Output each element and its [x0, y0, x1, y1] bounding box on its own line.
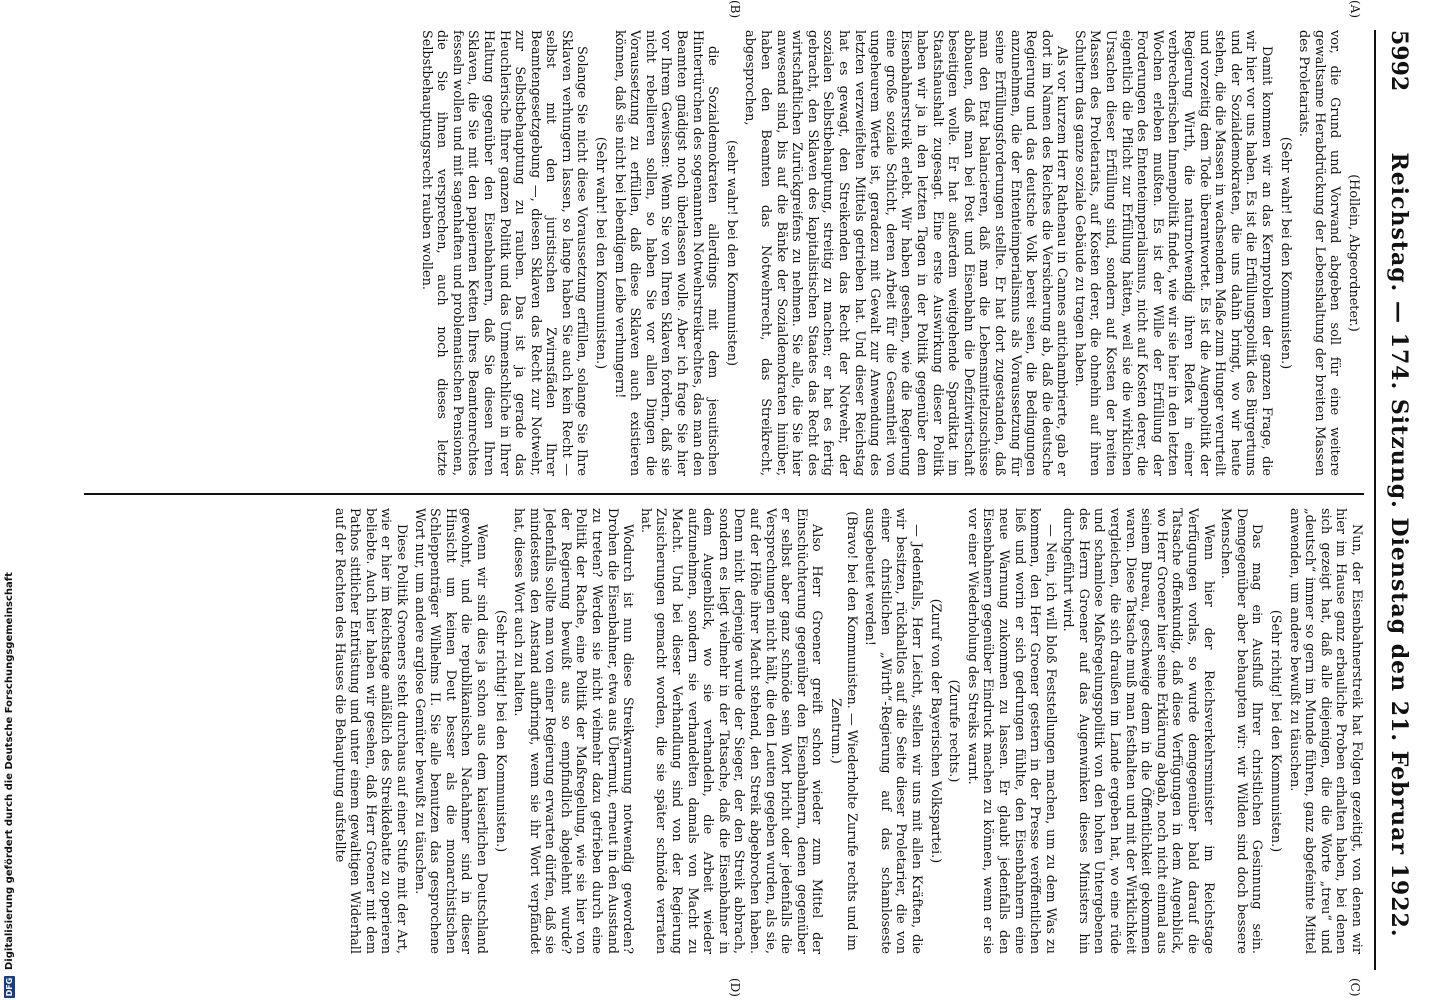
- paragraph: Wenn hier der Reichsverkehrsminister im Reichstage Verfügungen vorlas, so wurde demgegenüber bald darauf die Tatsache offenkundig, daß diese Verfügungen in dem Augenblick, wo Herr Groener hier seine Erklärung abgab, noch nicht einmal aus seinem Bureau, geschweige denn in die Öffentlichkeit gekommen waren. Diese Tatsache muß man festhalten und mit der Wirklichkeit vergleichen, die sich draußen im Lande ergeben hat, wo eine rüde und schamlose Maßregelungspolitik von den hohen Untergebenen des Herrn Groener auf das Augenwinken dieses Ministers hin durchgeführt wird.: [1060, 508, 1216, 954]
- paragraph: — Jedenfalls, Herr Leicht, stellen wir uns mit allen Kräften, die wir besitzen, rückhaltlos auf die Seite dieser Proletarier, die von einer christlichen „Wirth“-Regierung auf das schamloseste ausgebeutet werden!: [862, 508, 924, 954]
- digitization-credit: [2, 0, 16, 998]
- paragraph: die Sozialdemokraten allerdings mit dem jesuitischen Hintertürchen des sogenannten Notwehrstreikrechtes, das man den Beamten gnädigst noch überlassen wolle. Aber ich frage Sie hier vor Ihrem Gewissen: Wenn Sie von Ihren Sklaven fordern, daß sie nicht rebellieren sollen, so haben Sie vor allen Dingen die Voraussetzung zu erfüllen, daß diese Sklaven auch existieren können, daß sie nicht bei lebendigem Leibe verhungern!: [611, 30, 721, 476]
- column-divider: [84, 493, 1364, 495]
- paragraph: — Nein, ich will bloß Feststellungen machen, um zu dem Was zu kommen, den Herr Groener gestern in der Presse veröffentlichen ließ und worin er sich gedrungen fühlte, den Eisenbahnern eine neue Warnung zukommen zu lassen. Er glaubt jedenfalls den Eisenbahnern gegenüber Eindruck machen zu können, wenn er sie vor einer Wiederholung des Streiks warnt.: [964, 508, 1058, 954]
- paragraph: Also Herr Groener greift schon wieder zum Mittel der Einschüchterung gegenüber den Eisenbahnern, denen gegenüber er selbst aber ganz schnöde sein Wort bricht oder jedenfalls die Versprechungen nicht hält, die den Leuten gegeben wurden, als sie, auf der Höhe ihrer Macht stehend, den Streik abgebrochen haben. Denn nicht derjenige wurde der Sieger, der den Streik abbrach, sondern es liegt vielmehr in der Tatsache, daß die Eisenbahner in dem Augenblick, wo sie verhandeln, die Arbeit wieder aufzunehmen, sondern sie verhandelten damals von Macht zu Macht. Und bei dieser Verhandlung sind von der Regierung Zusicherungen gemacht worden, die sie später schnöde verraten hat.: [637, 508, 825, 954]
- paragraph: Solange Sie nicht diese Voraussetzung erfüllen, solange Sie Ihre Sklaven verhungern lassen, so lange haben Sie auch kein Recht — selbst mit den juristischen Zwirnsfäden Ihrer Beamtengesetzgebung —, diesen Sklaven das Recht zur Notwehr, zur Selbstbehauptung zu rauben. Das ist ja gerade das Heuchlerische Ihrer ganzen Politik und das Unmenschliche in Ihrer Haltung gegenüber den Eisenbahnern, daß Sie diesen Ihren Sklaven, die Sie mit den papiernen Ketten Ihres Beamtenrechtes fesseln wollen und mit sagenhaften und problematischen Pensionen, die Sie ihnen versprechen, auch noch dieses letzte Selbstbehauptungsrecht rauben wollen.: [418, 30, 590, 476]
- paragraph: Nun, der Eisenbahnerstreik hat Folgen gezeitigt, von denen wir hier im Hause ganz erbauliche Proben erhalten haben, bei denen sich gezeigt hat, daß alle diejenigen, die die Worte „treu“ und „deutsch“ immer so gern im Munde führen, ganz abgefeimte Mittel anwenden, um andere bewußt zu täuschen.: [1286, 508, 1364, 954]
- margin-marker-b: (B): [728, 0, 742, 19]
- page-number: 5992: [1386, 30, 1412, 92]
- right-column: [84, 508, 1364, 954]
- credit-text: Digitalisierung gefördert durch die Deutsche Forschungsgemeinschaft: [3, 572, 15, 970]
- paragraph: Wodurch ist nun diese Streikwarnung notwendig geworden? Drohen die Eisenbahner, etwa aus Übermut, erneut in den Ausstand zu treten? Werden sie nicht vielmehr dazu getrieben durch eine Politik der Rache, eine Politik der Maßregelung, wie sie hier von der Regierung bewußt aus so empfindlich abgelehnt wurde? Jedenfalls sollte man von einer Regierung erwarten dürfen, daß sie mindestens den Anstand aufbringt, wenn sie ihr Wort verpfändet hat, dieses Wort auch zu halten.: [511, 508, 636, 954]
- margin-marker-d: (D): [728, 978, 742, 997]
- paragraph: Diese Politik Groeners steht durchaus auf einer Stufe mit der Art, wie er hier im Reichstage anläßlich des Streikdebatte zu operieren beliebte. Auch hier haben wir gesehen, daß Herr Groener mit dem Pathos sittlicher Entrüstung und unter einem gewaltigen Widerhall auf der Rechten des Hauses die Behauptung aufstellte: [331, 508, 409, 954]
- paragraph: Das mag ein Ausfluß Ihrer christlichen Gesinnung sein. Demgegenüber aber behaupten wir: wir Wilden sind doch bessere Menschen.: [1218, 508, 1265, 954]
- margin-marker-a: (A): [1348, 0, 1362, 19]
- reaction-line: (Sehr wahr! bei den Kommunisten.): [593, 136, 609, 370]
- rotated-page: [72, 0, 1422, 997]
- reaction-line: (Zurufe rechts.): [946, 679, 962, 783]
- paragraph: Damit kommen wir an das Kernproblem der ganzen Frage, die wir hier vor uns haben. Es ist die Erfüllungspolitik des Bürgertums und der Sozialdemokraten, die uns dahin bringt, wo wir heute stehen, die die Massen in wachsendem Maße zum Hunger verurteilt und vorzeitig dem Tode überantwortet. Es ist die Augenpolitik der Regierung Wirth, die naturnotwendig ihren Reflex in einer verbrecherischen Innenpolitik findet, wie wir sie hier in den letzten Wochen erleben mußten. Es ist der Wille der Erfüllung der Forderungen des Ententeimperialismus, nicht auf Kosten derer, die eigentlich die Pflicht zur Erfüllung hätten, weil sie die wirklichen Ursachen dieser Erfüllung sind, sondern auf Kosten der breiten Massen des Proletariats, auf Kosten derer, die ohnehin auf ihren Schultern das ganze soziale Gebäude zu tragen haben.: [1071, 30, 1275, 476]
- paragraph: Wenn wir sind dies ja schon aus dem kaiserlichen Deutschland gewohnt, und die republikanischen Nachahmer sind in dieser Hinsicht um keinen Deut besser als die monarchistischen Schleppenträger Wilhelms II. Sie alle benutzen das gesprochene Wort nur, um andere arglose Gemüter bewußt zu täuschen.: [411, 508, 489, 954]
- paragraph: Als vor kurzem Herr Rathenau in Cannes antichambrierte, gab er dort im Namen des Reiches die Versicherung ab, daß die deutsche Regierung und das deutsche Volk bereit seien, die Bedingungen anzunehmen, die der Ententeimperialismus als Voraussetzung für seine Erfüllungsforderungen stellte. Er hat dort zugestanden, daß man den Etat balancieren, daß man die Lebensmittelzuschüsse abbauen, daß man bei Post und Eisenbahn die Defizitwirtschaft beseitigen wolle. Er hat außerdem weitgehende Spardiktat im Staatshaushalt zugesagt. Eine erste Auswirkung dieser Politik haben wir ja in den letzten Tagen in der Politik gegenüber dem Eisenbahnerstreik erlebt. Wir haben gesehen, wie die Regierung eine große soziale Schicht, deren Arbeit für die Gesamtheit von ungeheurem Werte ist, geradezu mit Gewalt zur Anwendung des letzten verzweifelten Mittels getrieben hat. Und dieser Reichstag hat es gewagt, den Streikenden das Recht der Notwehr, der sozialen Selbstbehauptung, streitig zu machen; er hat es fertig gebracht, den Sklaven des kapitalistischen Staates das Recht des wirtschaftlichen Zurückgreifens zu nehmen. Sie alle, die Sie hier anwesend sind, bis auf die Bänke der Sozialdemokraten hinüber, haben den Beamten das Notwehrrecht, das Streikrecht, abgesprochen,: [742, 30, 1070, 476]
- reaction-line: (Sehr richtig! bei den Kommunisten.): [1268, 609, 1284, 853]
- reaction-line: (sehr wahr! bei den Kommunisten): [723, 140, 739, 366]
- reaction-line: (Zuruf von der Bayerischen Volkspartei.): [927, 598, 943, 864]
- page-header: [1374, 30, 1422, 970]
- left-column: [84, 30, 1364, 476]
- paragraph: vor, die Grund und Vorwand abgeben soll für eine weitere gewaltsame Herabdrückung der Lebenshaltung der breiten Massen des Proletariats.: [1296, 30, 1343, 476]
- reaction-line: (Sehr richtig! bei den Kommunisten.): [492, 609, 508, 853]
- reaction-line: (Sehr wahr! bei den Kommunisten.): [1277, 136, 1293, 370]
- running-title: Reichstag. — 174. Sitzung. Dienstag den 21. Februar 1922.: [1386, 152, 1412, 938]
- margin-marker-c: (C): [1348, 978, 1362, 997]
- reaction-line: (Bravo! bei den Kommunisten. — Wiederholte Zurufe rechts und im Zentrum.): [828, 511, 859, 951]
- speaker-line: (Hollein, Abgeordneter.): [1346, 174, 1361, 332]
- dfg-logo-icon: DFG: [4, 977, 14, 997]
